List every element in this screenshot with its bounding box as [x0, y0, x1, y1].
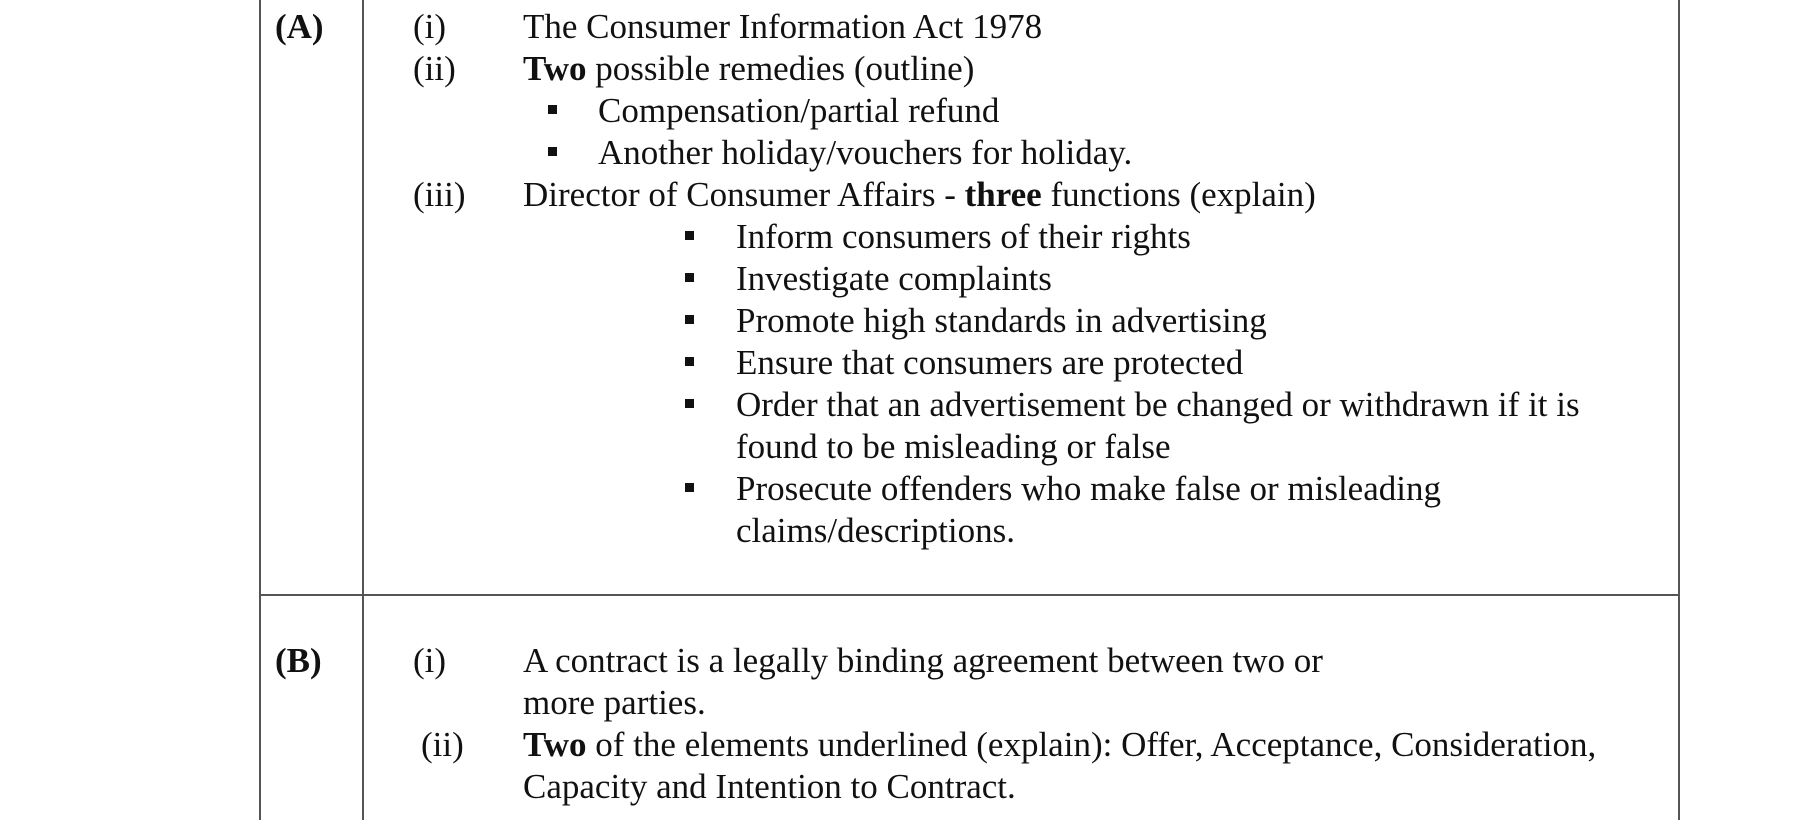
item-b-ii-number: (ii): [421, 725, 464, 764]
function-item: Promote high standards in advertising: [736, 301, 1267, 340]
table-row-divider: [260, 594, 1679, 596]
table-right-border: [1678, 0, 1680, 820]
item-b-i-text-continued: more parties.: [523, 683, 706, 722]
bullet-icon: [548, 105, 557, 114]
item-b-ii-text: [523, 724, 1596, 766]
bullet-icon: [685, 231, 694, 240]
section-b-label: (B): [275, 641, 322, 680]
bullet-icon: [685, 357, 694, 366]
emphasis-three: three: [964, 175, 1042, 214]
bullet-icon: [548, 147, 557, 156]
bullet-icon: [685, 399, 694, 408]
item-a-i-text: The Consumer Information Act 1978: [523, 7, 1043, 46]
bullet-icon: [685, 273, 694, 282]
bullet-icon: [685, 483, 694, 492]
item-a-ii-number: (ii): [413, 49, 456, 88]
item-b-i-number: (i): [413, 641, 447, 680]
remedy-item: Compensation/partial refund: [598, 91, 1000, 130]
item-a-iii-number: (iii): [413, 175, 466, 214]
item-a-ii-text: [523, 48, 974, 90]
item-a-ii-rest: possible remedies (outline): [586, 49, 975, 88]
emphasis-two: Two: [523, 725, 587, 764]
item-b-ii-text-continued: Capacity and Intention to Contract.: [523, 767, 1016, 806]
emphasis-two: Two: [523, 49, 587, 88]
item-a-iii-rest: functions (explain): [1041, 175, 1316, 214]
function-item: Inform consumers of their rights: [736, 217, 1191, 256]
function-item-continued: found to be misleading or false: [736, 427, 1171, 466]
item-b-i-text: A contract is a legally binding agreement between two or: [523, 641, 1323, 680]
item-b-ii-rest: of the elements underlined (explain): Offer, Acceptance, Consideration,: [586, 725, 1597, 764]
item-a-i-number: (i): [413, 7, 447, 46]
table-column-divider: [362, 0, 364, 820]
section-a-label: (A): [275, 7, 324, 46]
table-left-border: [259, 0, 261, 820]
remedy-item: Another holiday/vouchers for holiday.: [598, 133, 1133, 172]
bullet-icon: [685, 315, 694, 324]
function-item: Order that an advertisement be changed or withdrawn if it is: [736, 385, 1580, 424]
function-item-continued: claims/descriptions.: [736, 511, 1015, 550]
item-a-iii-pre: Director of Consumer Affairs -: [523, 175, 965, 214]
function-item: Prosecute offenders who make false or misleading: [736, 469, 1441, 508]
function-item: Ensure that consumers are protected: [736, 343, 1244, 382]
item-a-iii-text: [523, 174, 1316, 216]
function-item: Investigate complaints: [736, 259, 1052, 298]
